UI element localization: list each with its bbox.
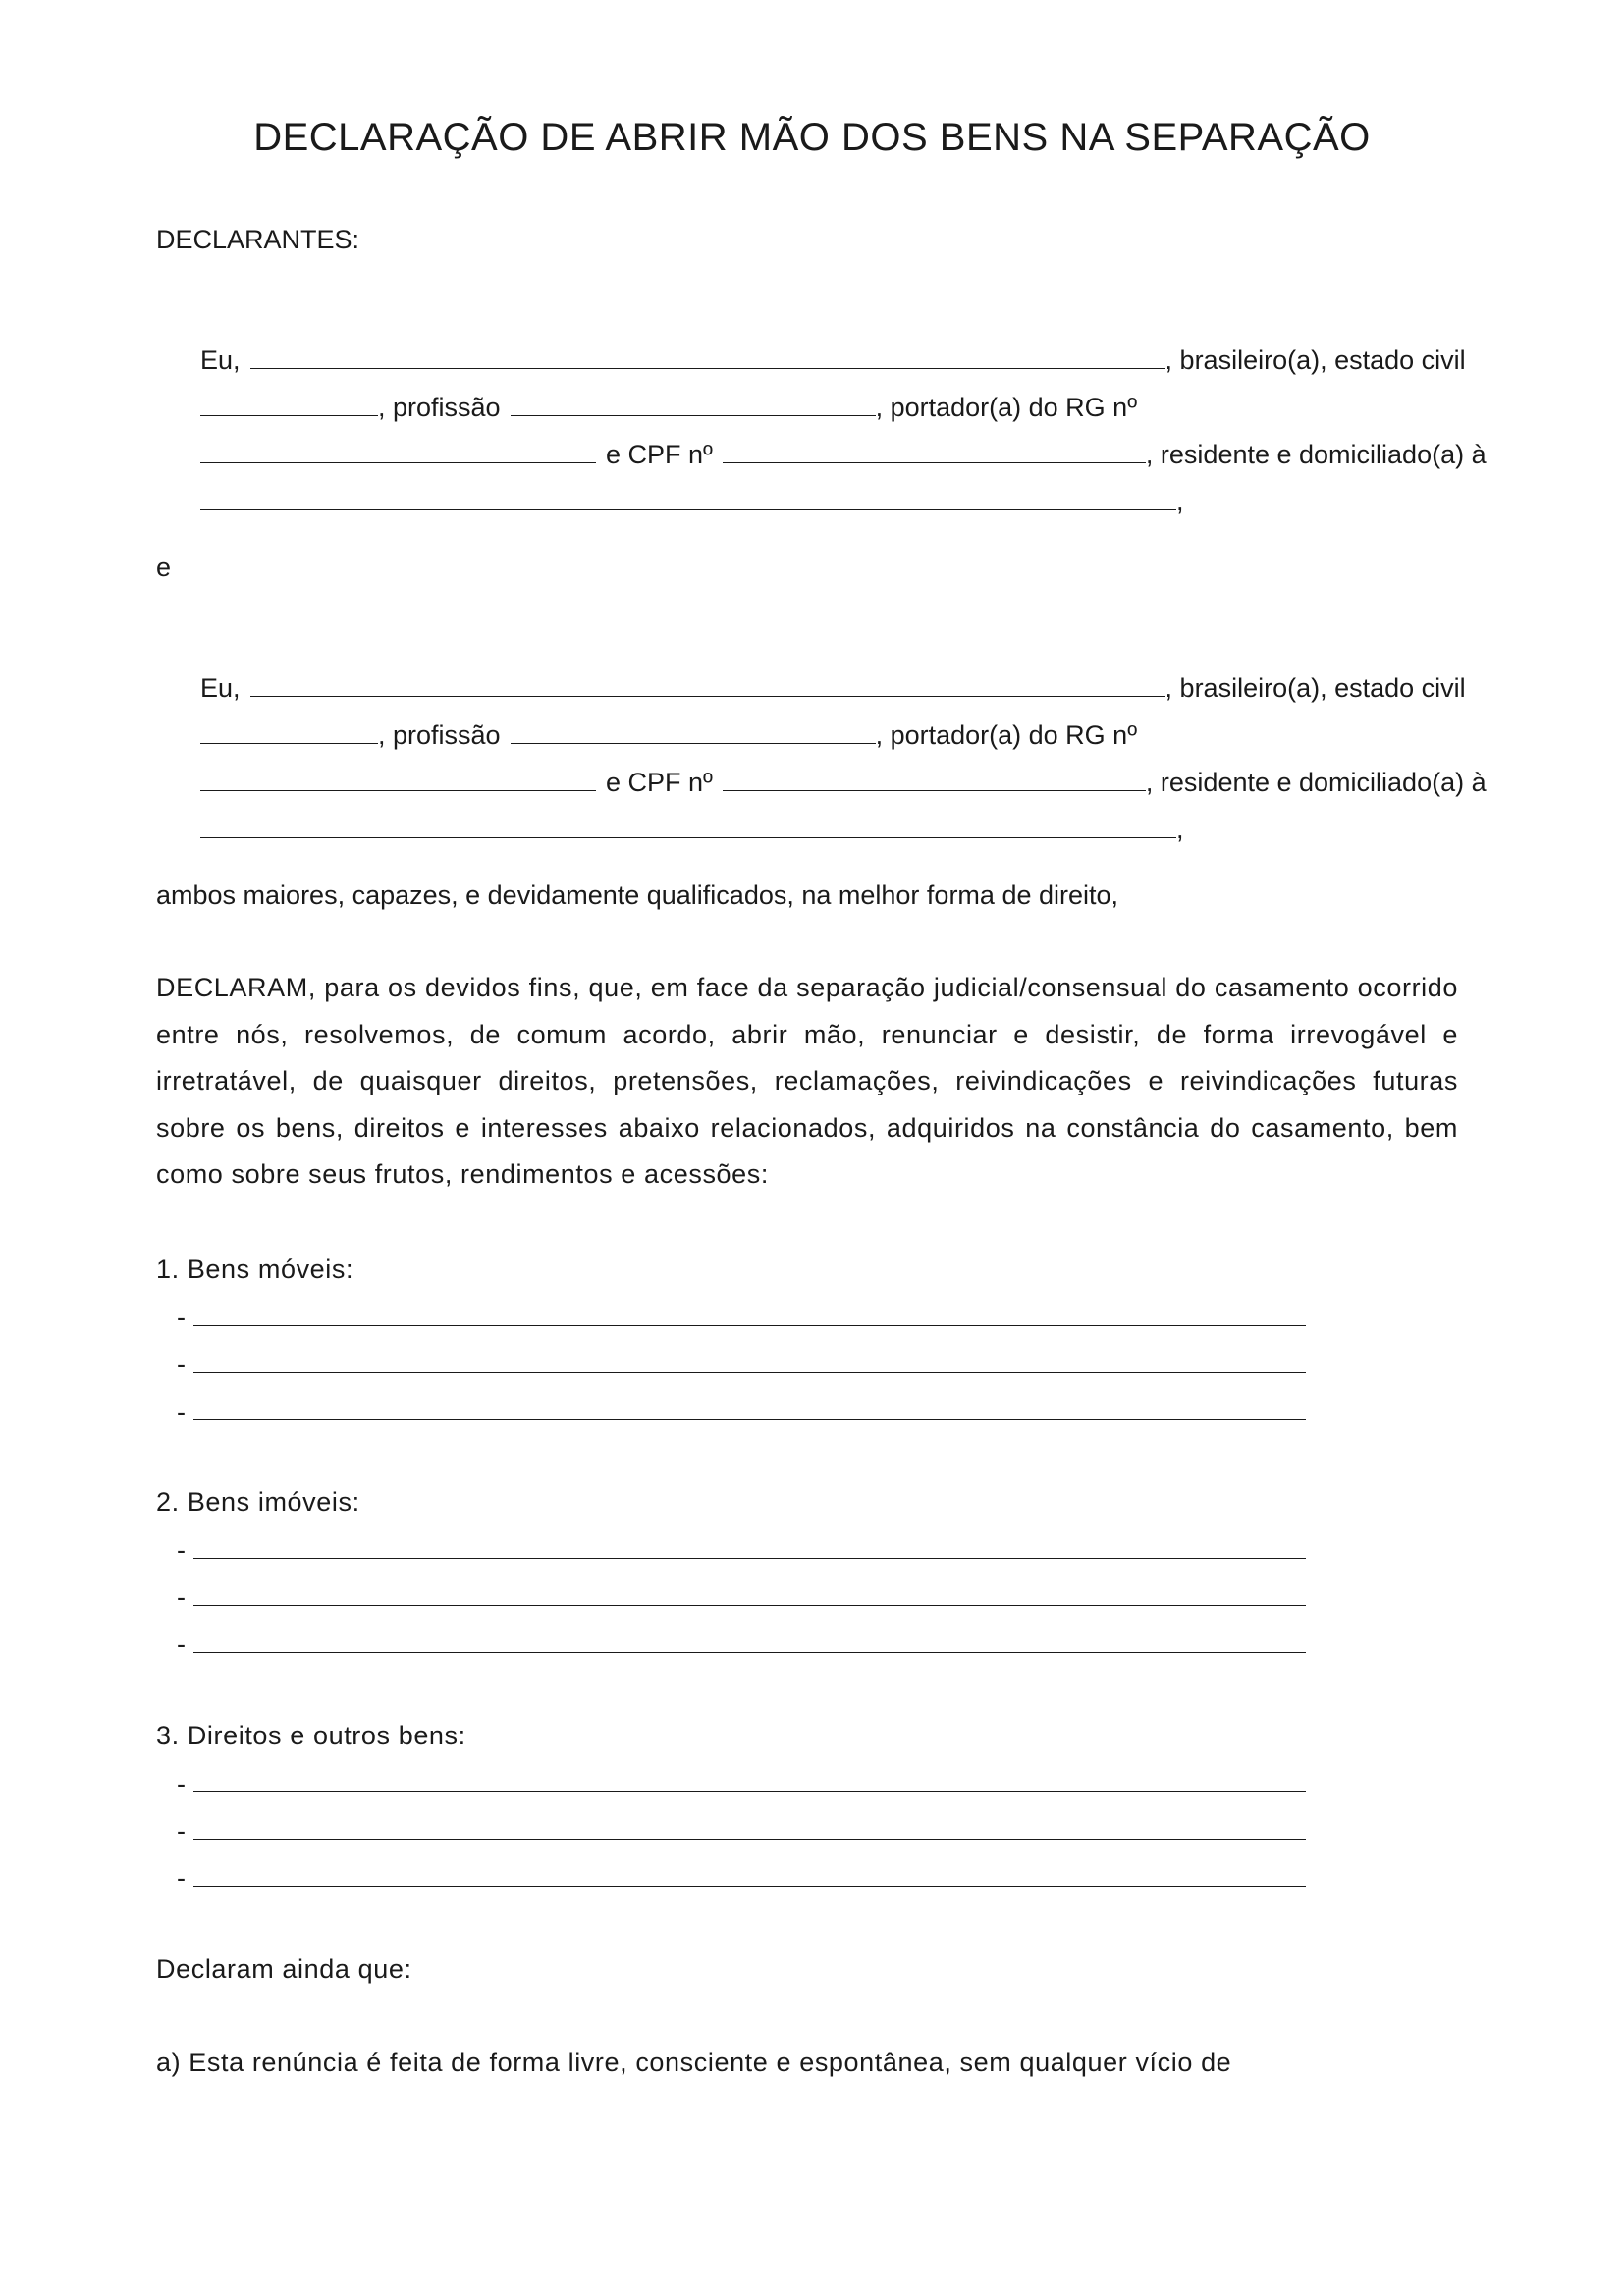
bens-moveis-field-3[interactable] xyxy=(193,1398,1306,1420)
party-2-rg-label: , portador(a) do RG nº xyxy=(875,721,1138,750)
section-heading-bens-moveis: 1. Bens móveis: xyxy=(156,1255,354,1284)
party-1-name-field[interactable] xyxy=(250,347,1165,369)
bens-moveis-item-1: - xyxy=(177,1304,1306,1331)
direitos-item-2: - xyxy=(177,1817,1306,1844)
party-2-cpf-field[interactable] xyxy=(723,769,1146,791)
party-2-cpf-label: e CPF nº xyxy=(606,768,713,797)
party-1-cpf-label: e CPF nº xyxy=(606,440,713,469)
declaram-ainda-label: Declaram ainda que: xyxy=(156,1954,412,1984)
bens-moveis-field-1[interactable] xyxy=(193,1304,1306,1326)
party-1-profession-label: , profissão xyxy=(378,393,501,422)
direitos-item-3: - xyxy=(177,1864,1306,1892)
party-1-cpf-field[interactable] xyxy=(723,441,1146,463)
direitos-field-1[interactable] xyxy=(193,1770,1306,1792)
section-heading-direitos: 3. Direitos e outros bens: xyxy=(156,1721,466,1750)
bens-moveis-item-2: - xyxy=(177,1351,1306,1378)
declaram-paragraph: DECLARAM, para os devidos fins, que, em face da separação judicial/consensual do casamento ocorrido entre nós, resolvemos, de comum acordo, abrir mão, renunciar e desistir, de forma irrevogável e irretratável, de quaisquer direitos, pretensões, reclamações, reivindicações e reivindicações futuras sobre os bens, direitos e interesses abaixo relacionados, adquiridos na constância do casamento, bem como sobre seus frutos, rendimentos e acessões: xyxy=(156,973,1458,1189)
party-2-address-label: , residente e domiciliado(a) à xyxy=(1145,768,1487,797)
bens-imoveis-item-1: - xyxy=(177,1536,1306,1564)
party-1-address-field[interactable] xyxy=(200,488,1176,510)
party-2-end-comma: , xyxy=(1176,815,1184,844)
document-title: DECLARAÇÃO DE ABRIR MÃO DOS BENS NA SEPARAÇÃO xyxy=(253,116,1371,159)
party-2-marital-status-field[interactable] xyxy=(200,721,378,744)
bens-moveis-field-2[interactable] xyxy=(193,1351,1306,1373)
party-1-profession-field[interactable] xyxy=(511,394,876,416)
party-2-address-field[interactable] xyxy=(200,816,1176,838)
party-2-profession-field[interactable] xyxy=(511,721,876,744)
party-2-eu: Eu, xyxy=(200,673,241,703)
party-1-rg-label: , portador(a) do RG nº xyxy=(875,393,1138,422)
party-1-end-comma: , xyxy=(1176,487,1184,516)
direitos-field-2[interactable] xyxy=(193,1817,1306,1840)
bens-moveis-item-3: - xyxy=(177,1398,1306,1425)
bens-imoveis-field-3[interactable] xyxy=(193,1630,1306,1653)
party-1-address-label: , residente e domiciliado(a) à xyxy=(1145,440,1487,469)
party-2-rg-field[interactable] xyxy=(200,769,596,791)
party-1-eu: Eu, xyxy=(200,346,241,375)
party-1-nationality-label: , brasileiro(a), estado civil xyxy=(1164,346,1466,375)
section-heading-bens-imoveis: 2. Bens imóveis: xyxy=(156,1487,360,1517)
bens-imoveis-field-2[interactable] xyxy=(193,1583,1306,1606)
item-a-text: a) Esta renúncia é feita de forma livre, consciente e espontânea, sem qualquer vício de xyxy=(156,2048,1232,2077)
bens-imoveis-item-2: - xyxy=(177,1583,1306,1611)
party-2-name-field[interactable] xyxy=(250,674,1165,697)
bens-imoveis-item-3: - xyxy=(177,1630,1306,1658)
party-1-marital-status-field[interactable] xyxy=(200,394,378,416)
declarantes-label: DECLARANTES: xyxy=(156,225,360,254)
bens-imoveis-field-1[interactable] xyxy=(193,1536,1306,1559)
direitos-item-1: - xyxy=(177,1770,1306,1797)
party-2-nationality-label: , brasileiro(a), estado civil xyxy=(1164,673,1466,703)
connector-e: e xyxy=(156,553,172,582)
party-2-profession-label: , profissão xyxy=(378,721,501,750)
direitos-field-3[interactable] xyxy=(193,1864,1306,1887)
qualification-text: ambos maiores, capazes, e devidamente qualificados, na melhor forma de direito, xyxy=(156,881,1119,910)
party-1-rg-field[interactable] xyxy=(200,441,596,463)
